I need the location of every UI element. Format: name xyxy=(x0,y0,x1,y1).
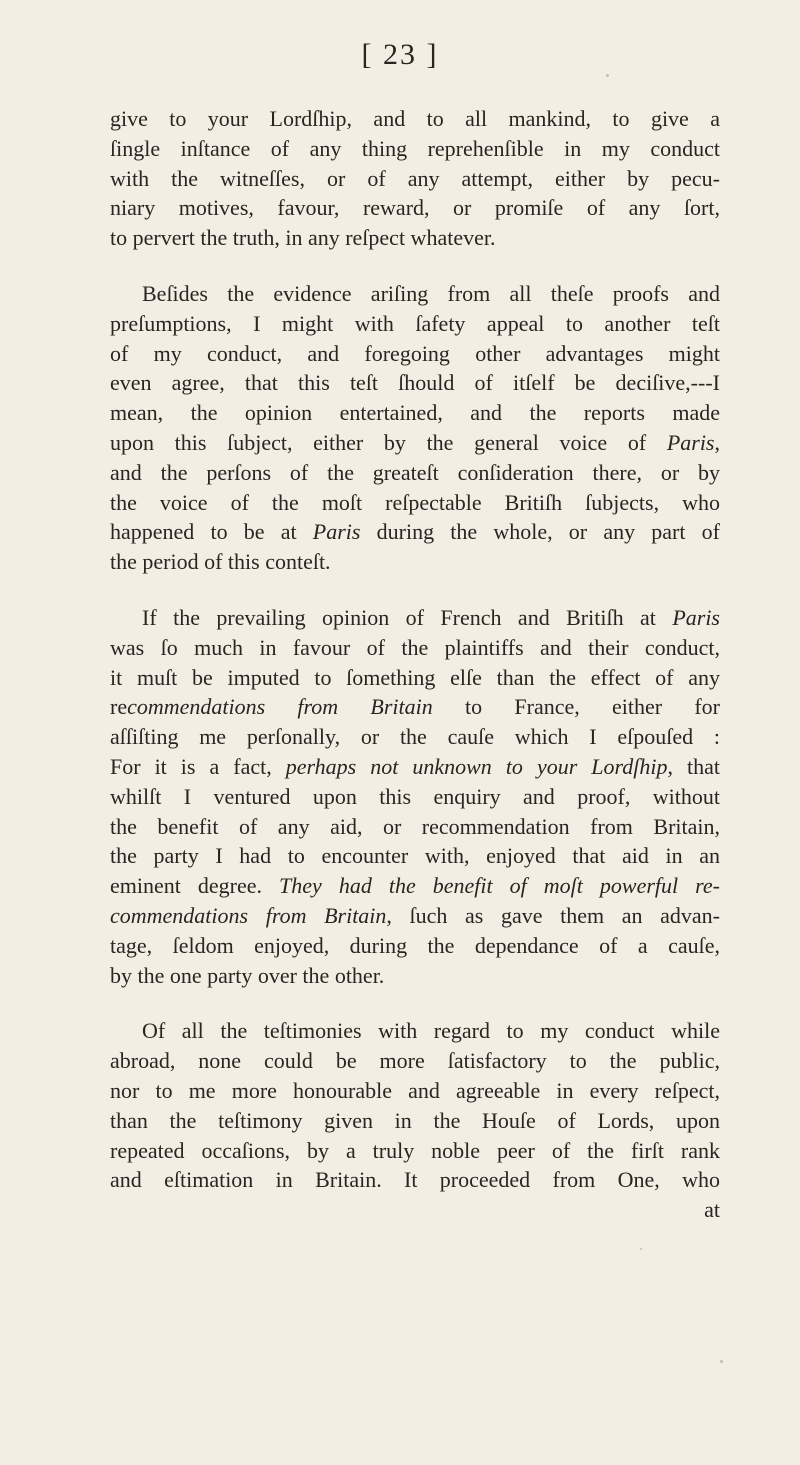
text-line: For it is a fact, perhaps not unknown to your Lordſhip, that xyxy=(110,753,720,779)
text-line: of my conduct, and foregoing other advantages might xyxy=(110,340,720,366)
text-line: with the witneſſes, or of any attempt, either by pecu- xyxy=(110,165,720,191)
paragraph-3 xyxy=(110,603,720,990)
paper-speck xyxy=(640,1248,642,1250)
catchword: at xyxy=(704,1197,720,1223)
text-line: happened to be at Paris during the whole, or any part of xyxy=(110,519,720,545)
text-line: even agree, that this teſt ſhould of itſelf be deciſive,---I xyxy=(110,370,720,396)
text-line: than the teſtimony given in the Houſe of Lords, upon xyxy=(110,1107,720,1133)
text-line: was ſo much in favour of the plaintiffs and their conduct, xyxy=(110,634,720,660)
text-line: Of all the teſtimonies with regard to my conduct while xyxy=(142,1018,720,1044)
page-number: [ 23 ] xyxy=(361,38,439,71)
text-line: upon this ſubject, either by the general voice of Paris, xyxy=(110,429,720,455)
text-line: abroad, none could be more ſatisfactory to the public, xyxy=(110,1048,720,1074)
paragraph-4 xyxy=(110,1016,720,1195)
text-line: the party I had to encounter with, enjoyed that aid in an xyxy=(110,843,720,869)
text-line: the benefit of any aid, or recommendation from Britain, xyxy=(110,813,720,839)
text-line: Beſides the evidence ariſing from all theſe proofs and xyxy=(142,280,720,306)
text-line: commendations from Britain, ſuch as gave them an advan- xyxy=(110,902,720,928)
text-line: and eſtimation in Britain. It proceeded from One, who xyxy=(110,1167,720,1193)
paper-speck xyxy=(606,74,609,77)
text-line: If the prevailing opinion of French and Britiſh at Paris xyxy=(142,604,720,630)
text-line: tage, ſeldom enjoyed, during the dependance of a cauſe, xyxy=(110,932,720,958)
text-line: it muſt be imputed to ſomething elſe than the effect of any xyxy=(110,664,720,690)
text-line: repeated occaſions, by a truly noble peer of the firſt rank xyxy=(110,1137,720,1163)
text-line: nor to me more honourable and agreeable in every reſpect, xyxy=(110,1077,720,1103)
text-line: by the one party over the other. xyxy=(110,962,385,988)
text-line: mean, the opinion entertained, and the reports made xyxy=(110,400,720,426)
text-line: aſſiſting me perſonally, or the cauſe which I eſpouſed : xyxy=(110,724,720,750)
text-line: the voice of the moſt reſpectable Britiſh ſubjects, who xyxy=(110,489,720,515)
body-text xyxy=(110,104,720,1225)
text-line: niary motives, favour, reward, or promiſe of any ſort, xyxy=(110,195,720,221)
text-line: to pervert the truth, in any reſpect whatever. xyxy=(110,225,496,251)
paragraph-1 xyxy=(110,104,720,253)
text-line: the period of this conteſt. xyxy=(110,549,331,575)
paragraph-2 xyxy=(110,279,720,577)
text-line: ſingle inſtance of any thing reprehenſible in my conduct xyxy=(110,135,720,161)
paper-speck xyxy=(720,1360,723,1363)
text-line: eminent degree. They had the benefit of moſt powerful re- xyxy=(110,873,720,899)
text-line: preſumptions, I might with ſafety appeal to another teſt xyxy=(110,310,720,336)
text-line: and the perſons of the greateſt conſideration there, or by xyxy=(110,459,720,485)
text-line: give to your Lordſhip, and to all mankind, to give a xyxy=(110,106,720,131)
text-line: recommendations from Britain to France, either for xyxy=(110,694,720,720)
text-line: whilſt I ventured upon this enquiry and proof, without xyxy=(110,783,720,809)
